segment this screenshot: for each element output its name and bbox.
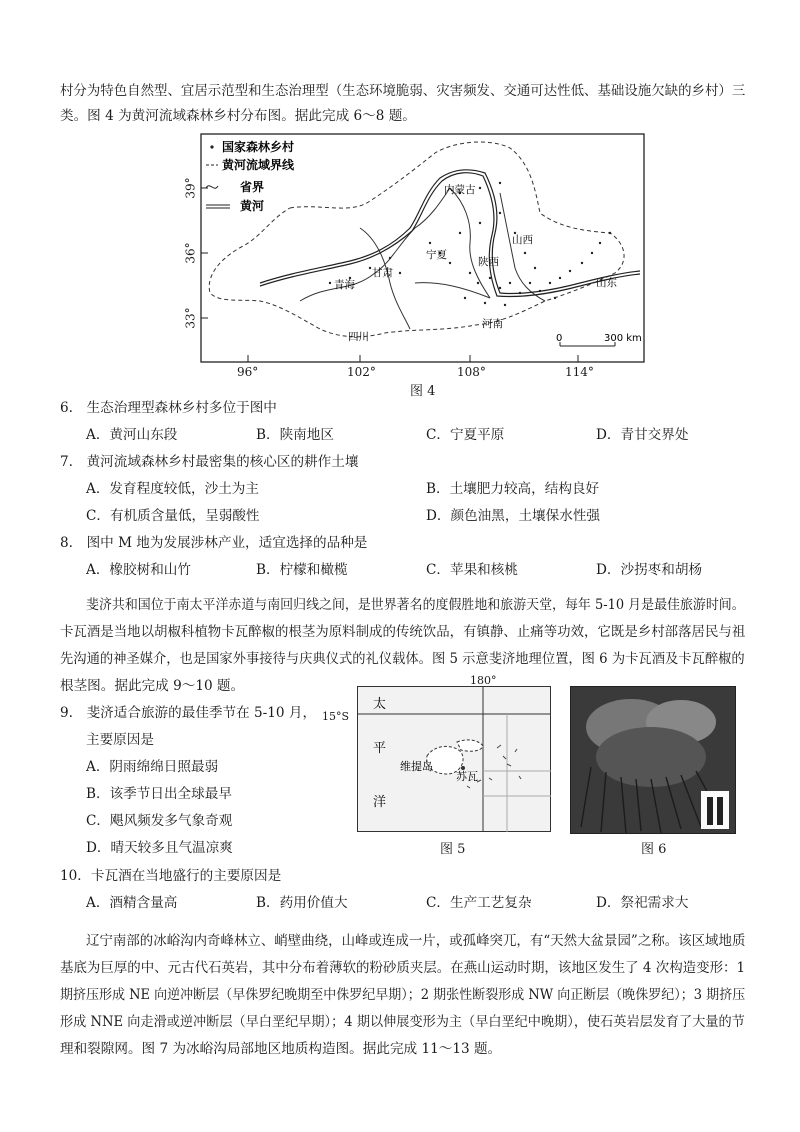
fig5-lon-label: 180° <box>470 674 497 687</box>
lon-102: 102° <box>347 365 376 379</box>
label-ningxia: 宁夏 <box>426 249 447 261</box>
q8-option-a: A．橡胶树和山竹 <box>86 562 191 578</box>
legend-river: 黄河 <box>240 199 265 213</box>
label-shanxi: 山西 <box>512 234 533 246</box>
q6-option-b: B．陕南地区 <box>256 427 334 443</box>
q8-option-b: B．柠檬和橄榄 <box>256 562 348 578</box>
lon-96: 96° <box>237 365 259 379</box>
passage2-line-1: 斐济共和国位于南太平洋赤道与南回归线之间，是世界著名的度假胜地和旅游天堂，每年 5-10 月是最佳旅游时间。 <box>86 597 745 613</box>
q8-stem: 8. 图中 M 地为发展涉林产业，适宜选择的品种是 <box>60 535 368 551</box>
q9-stem-2: 主要原因是 <box>86 732 154 748</box>
q9-stem-1: 9. 斐济适合旅游的最佳季节在 5-10 月， <box>60 705 317 721</box>
label-shaanxi: 陕西 <box>478 256 499 268</box>
intro-line-2: 类。图 4 为黄河流域森林乡村分布图。据此完成 6～8 题。 <box>60 108 416 124</box>
q10-stem: 10．卡瓦酒在当地盛行的主要原因是 <box>60 868 282 884</box>
passage3-line-2: 基底为巨厚的中、元古代石英岩，其中分布着薄软的粉砂质夹层。在燕山运动时期，该地区发生了 4 次构造变形：1 <box>60 960 746 976</box>
label-neimenggu: 内蒙古 <box>444 184 476 196</box>
q10-option-a: A．酒精含量高 <box>86 895 178 911</box>
fig5-ocean-1: 太 <box>373 697 387 712</box>
label-gansu: 甘肃 <box>372 267 393 279</box>
q9-option-d: D．晴天较多且气温凉爽 <box>86 840 233 856</box>
passage2-line-4: 根茎图。据此完成 9～10 题。 <box>60 678 245 694</box>
lon-114: 114° <box>565 365 594 379</box>
q10-option-b: B．药用价值大 <box>256 895 348 911</box>
q6-stem: 6. 生态治理型森林乡村多位于图中 <box>60 400 277 416</box>
q6-option-d: D．青甘交界处 <box>596 427 689 443</box>
figure-6-caption: 图 6 <box>641 842 667 857</box>
passage2-line-2: 卡瓦酒是当地以胡椒科植物卡瓦醉椒的根茎为原料制成的传统饮品，有镇静、止痛等功效，它既是乡村部落居民与祖 <box>60 624 746 640</box>
legend-province: 省界 <box>240 180 265 194</box>
q6-option-c: C．宁夏平原 <box>426 427 505 443</box>
q7-option-b: B．土壤肥力较高，结构良好 <box>426 481 600 497</box>
fig5-island-suva: 苏瓦 <box>456 770 478 783</box>
q8-option-d: D．沙拐枣和胡杨 <box>596 562 703 578</box>
figure-5-caption: 图 5 <box>440 842 466 857</box>
q7-option-c: C．有机质含量低，呈弱酸性 <box>86 508 260 524</box>
label-qinghai: 青海 <box>334 279 355 291</box>
passage3-line-3: 期挤压形成 NE 向逆冲断层（早侏罗纪晚期至中侏罗纪早期）；2 期张性断裂形成 NW 向正断层（晚侏罗纪）；3 期挤压 <box>60 987 746 1003</box>
label-shandong: 山东 <box>596 277 617 289</box>
intro-line-1: 村分为特色自然型、宜居示范型和生态治理型（生态环境脆弱、灾害频发、交通可达性低、基础设施欠缺的乡村）三 <box>60 83 746 99</box>
label-sichuan: 四川 <box>348 331 369 343</box>
q9-option-b: B．该季节日出全球最早 <box>86 786 232 802</box>
q9-option-a: A．阴雨绵绵日照最弱 <box>86 759 219 775</box>
q7-option-d: D．颜色油黑，土壤保水性强 <box>426 508 601 524</box>
legend-basin: 黄河流域界线 <box>222 158 295 172</box>
lon-108: 108° <box>457 365 486 379</box>
passage3-line-5: 理和裂隙网。图 7 为冰峪沟局部地区地质构造图。据此完成 11～13 题。 <box>60 1041 502 1057</box>
figure-4-caption: 图 4 <box>410 384 436 399</box>
q10-option-c: C．生产工艺复杂 <box>426 895 532 911</box>
passage3-line-4: 形成 NNE 向走滑或逆冲断层（早白垩纪早期）；4 期以伸展变形为主（早白垩纪中晚期），使石英岩层发育了大量的节 <box>60 1014 745 1030</box>
fig5-ocean-2: 平 <box>373 741 387 756</box>
lat-33: 33° <box>183 307 198 329</box>
passage3-line-1: 辽宁南部的冰峪沟内奇峰林立、峭壁曲绕，山峰或连成一片，或孤峰突兀，有“天然大盆景园”之称。该区域地质 <box>86 933 746 949</box>
lat-39: 39° <box>183 177 198 199</box>
fig5-lat-label: 15°S <box>322 710 350 723</box>
q7-option-a: A．发育程度较低，沙土为主 <box>86 481 259 497</box>
figure-5-map <box>357 686 551 832</box>
q10-option-d: D．祭祀需求大 <box>596 895 689 911</box>
q9-option-c: C．飓风频发多气象奇观 <box>86 813 233 829</box>
figure-4-map <box>200 133 645 363</box>
scale-zero: 0 <box>556 333 563 344</box>
scale-km: 300 km <box>604 333 642 344</box>
legend-village: 国家森林乡村 <box>222 140 295 154</box>
passage2-line-3: 先沟通的神圣媒介，也是国家外事接待与庆典仪式的礼仪载体。图 5 示意斐济地理位置，图 6 为卡瓦酒及卡瓦醉椒的 <box>60 651 745 667</box>
label-henan: 河南 <box>482 318 503 330</box>
fig5-ocean-3: 洋 <box>373 795 387 810</box>
q6-option-a: A．黄河山东段 <box>86 427 178 443</box>
q8-option-c: C．苹果和核桃 <box>426 562 518 578</box>
figure-6-photo <box>570 686 736 834</box>
fig5-island-viti: 维提岛 <box>400 760 433 773</box>
q7-stem: 7. 黄河流域森林乡村最密集的核心区的耕作土壤 <box>60 454 359 470</box>
lat-36: 36° <box>183 242 198 264</box>
